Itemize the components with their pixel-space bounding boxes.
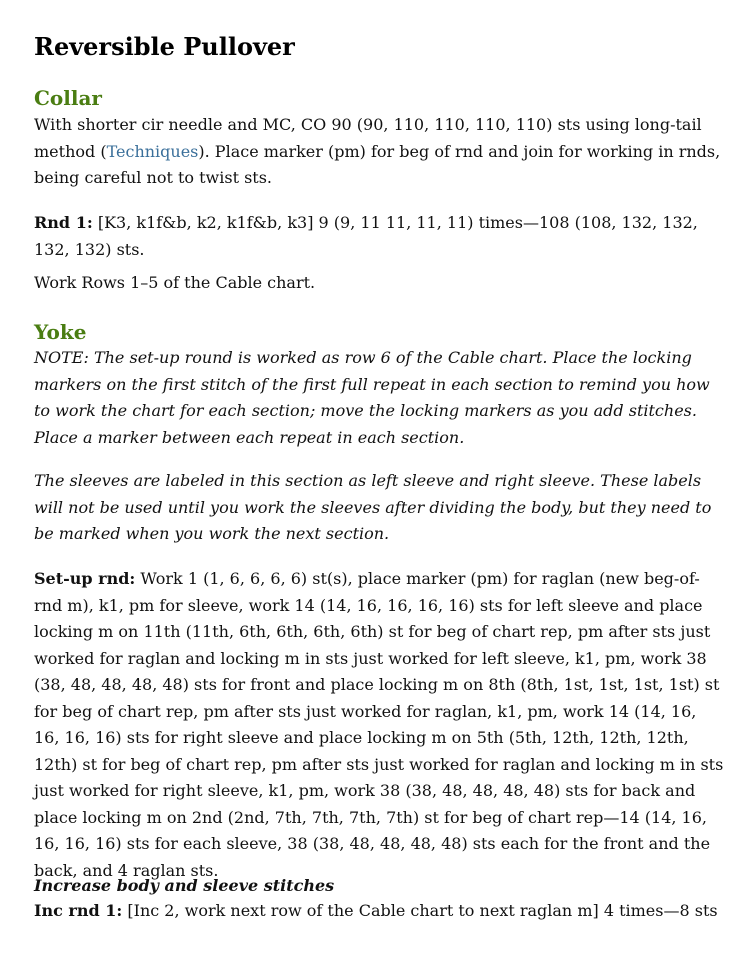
techniques-link[interactable]: Techniques: [106, 141, 199, 161]
sleeves-note-paragraph: The sleeves are labeled in this section as left sleeve and right sleeve. These labels will not be used until you work the sleeves after dividing the body, but they need to be marked when you work the next section.: [34, 471, 712, 543]
rows-block: [34, 270, 724, 297]
increase-heading: Increase body and sleeve stitches: [34, 876, 335, 895]
setup-rnd-paragraph: [34, 566, 724, 884]
inc-rnd1-paragraph: [34, 898, 724, 925]
collar-heading: Collar: [34, 86, 102, 110]
yoke-heading-block: [34, 320, 724, 344]
page-title-block: [34, 32, 724, 61]
rnd1-text: [K3, k1f&b, k2, k1f&b, k3] 9 (9, 11 11, 11, 11) times—108 (108, 132, 132, 132, 132) sts.: [34, 213, 698, 259]
yoke-heading: Yoke: [34, 320, 87, 344]
collar-cast-on-paragraph: [34, 112, 724, 192]
work-rows-paragraph: Work Rows 1–5 of the Cable chart.: [34, 273, 316, 292]
inc-rnd1-text: [Inc 2, work next row of the Cable chart to next raglan m] 4 times—8 sts: [122, 901, 718, 920]
page-title: Reversible Pullover: [34, 32, 295, 61]
setup-rnd-label: Set-up rnd:: [34, 569, 136, 588]
setup-rnd-block: [34, 566, 724, 884]
yoke-note-block: [34, 345, 724, 451]
collar-heading-block: [34, 86, 724, 110]
inc-rnd1-label: Inc rnd 1:: [34, 901, 123, 920]
collar-text-end: ). Place marker (pm) for beg of rnd and join for working in rnds, being careful not to twist sts.: [34, 141, 721, 187]
collar-text-start: With shorter cir needle and MC, CO 90 (90, 110, 110, 110, 110) sts using long-tail method (: [34, 115, 702, 161]
rnd1-paragraph: [34, 210, 724, 263]
inc-rnd1-block: [34, 898, 724, 925]
rnd1-label: Rnd 1:: [34, 213, 93, 232]
yoke-note-paragraph: NOTE: The set-up round is worked as row 6 of the Cable chart. Place the locking markers on the first stitch of the first full repeat in each section to remind you how to work the chart for each section; move the locking markers as you add stitches. Place a marker between each repeat in each section.: [34, 348, 710, 447]
collar-cast-on-block: [34, 112, 724, 192]
sleeves-note-block: [34, 468, 724, 548]
setup-rnd-text: Work 1 (1, 6, 6, 6, 6) st(s), place marker (pm) for raglan (new beg-of-rnd m), k1, pm for sleeve, work 14 (14, 16, 16, 16, 16) sts for left sleeve and place locking m on 11th (11th, 6th, 6th, 6th, 6th) st for beg of chart rep, pm after sts just worked for raglan and locking m in sts just worked for left sleeve, k1, pm, work 38 (38, 48, 48, 48, 48) sts for front and place locking m on 8th (8th, 1st, 1st, 1st, 1st) st for beg of chart rep, pm after sts just worked for raglan, k1, pm, work 14 (14, 16, 16, 16, 16) sts for right sleeve and place locking m on 5th (5th, 12th, 12th, 12th, 12th) st for beg of chart rep, pm after sts just worked for raglan and locking m in sts just worked for right sleeve, k1, pm, work 38 (38, 48, 48, 48, 48) sts for back and place locking m on 2nd (2nd, 7th, 7th, 7th, 7th) st for beg of chart rep—14 (14, 16, 16, 16, 16) sts for each sleeve, 38 (38, 48, 48, 48, 48) sts each for the front and the back, and 4 raglan sts.: [34, 569, 724, 880]
increase-heading-block: [34, 873, 724, 900]
rnd1-block: [34, 210, 724, 263]
